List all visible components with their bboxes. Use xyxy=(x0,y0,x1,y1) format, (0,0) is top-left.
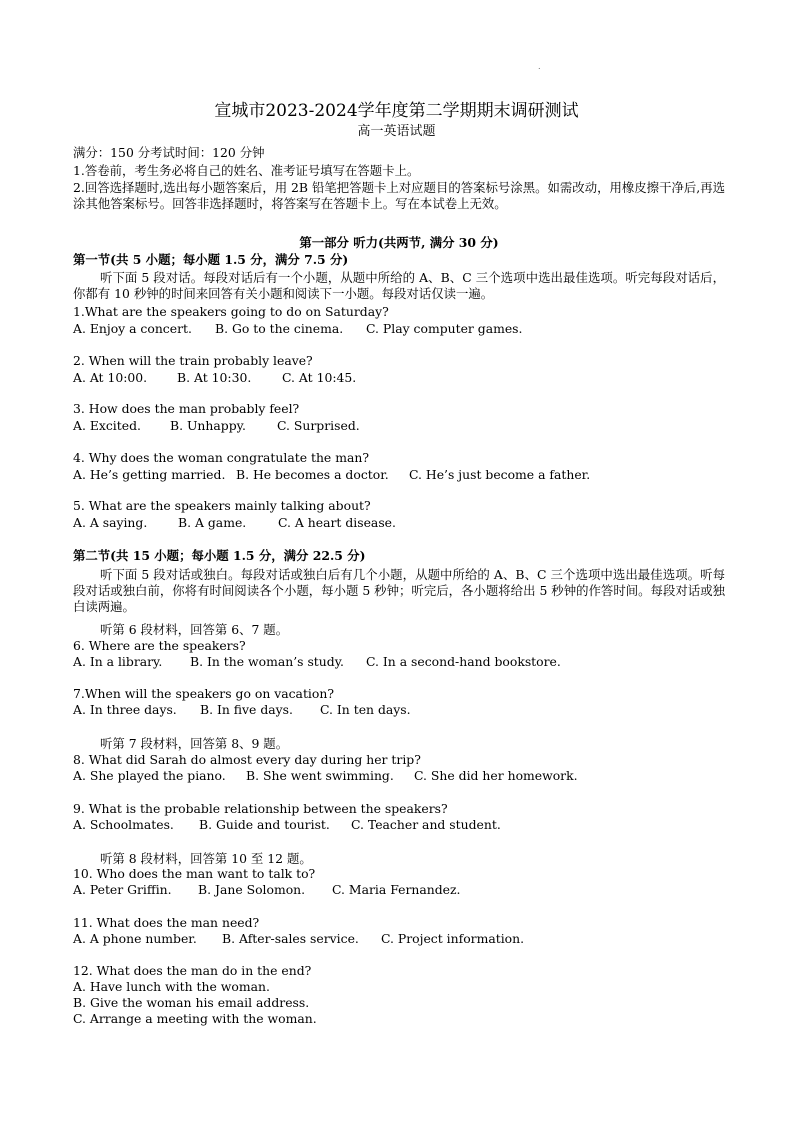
material-note-8: 听第 8 段材料，回答第 10 至 12 题。 xyxy=(100,851,312,866)
options-11 xyxy=(73,931,725,947)
score-time: 满分：150 分考试时间：120 分钟 xyxy=(73,145,265,160)
option-5a: A. A saying. xyxy=(73,515,148,530)
option-1a: A. Enjoy a concert. xyxy=(73,321,192,336)
page-subtitle: 高一英语试题 xyxy=(357,124,436,139)
options-6 xyxy=(73,654,725,670)
option-2a: A. At 10:00. xyxy=(73,370,148,385)
option-10a: A. Peter Griffin. xyxy=(73,882,172,897)
section1-directions: 听下面 5 段对话。每段对话后有一个小题，从题中所给的 A、B、C 三个选项中选出最佳选项。听完每段对话后，你都有 10 秒钟的时间来回答有关小题和阅读下一小题。每段对话仅读一遍。 xyxy=(73,270,725,301)
rule-1: 1.答卷前，考生务必将自己的姓名、准考证号填写在答题卡上。 xyxy=(73,163,420,178)
option-7b: B. In five days. xyxy=(200,702,293,717)
options-2 xyxy=(73,370,725,386)
question-8: 8. What did Sarah do almost every day during her trip? xyxy=(73,752,421,767)
options-10 xyxy=(73,882,725,898)
options-5 xyxy=(73,515,725,531)
option-8c: C. She did her homework. xyxy=(414,768,578,783)
option-1c: C. Play computer games. xyxy=(366,321,523,336)
options-9 xyxy=(73,817,725,833)
options-3 xyxy=(73,418,725,434)
option-7a: A. In three days. xyxy=(73,702,177,717)
option-4a: A. He’s getting married. xyxy=(73,467,226,482)
option-10b: B. Jane Solomon. xyxy=(198,882,306,897)
question-1: 1.What are the speakers going to do on Saturday? xyxy=(73,304,389,319)
material-note-6: 听第 6 段材料，回答第 6、7 题。 xyxy=(100,622,289,637)
question-11: 11. What does the man need? xyxy=(73,915,260,930)
question-3: 3. How does the man probably feel? xyxy=(73,401,300,416)
option-12c: C. Arrange a meeting with the woman. xyxy=(73,1011,317,1026)
dot-mark: . xyxy=(538,62,541,71)
option-9c: C. Teacher and student. xyxy=(351,817,501,832)
option-3b: B. Unhappy. xyxy=(170,418,246,433)
option-11a: A. A phone number. xyxy=(73,931,197,946)
option-5c: C. A heart disease. xyxy=(278,515,396,530)
option-5b: B. A game. xyxy=(178,515,247,530)
option-12b: B. Give the woman his email address. xyxy=(73,995,310,1010)
option-11c: C. Project information. xyxy=(381,931,525,946)
question-10: 10. Who does the man want to talk to? xyxy=(73,866,316,881)
question-12: 12. What does the man do in the end? xyxy=(73,963,312,978)
option-8a: A. She played the piano. xyxy=(73,768,226,783)
page-title: 宣城市2023-2024学年度第二学期期末调研测试 xyxy=(214,101,579,121)
options-1 xyxy=(73,321,725,337)
option-1b: B. Go to the cinema. xyxy=(215,321,344,336)
option-7c: C. In ten days. xyxy=(320,702,411,717)
question-4: 4. Why does the woman congratulate the man? xyxy=(73,450,369,465)
option-6a: A. In a library. xyxy=(73,654,163,669)
option-3a: A. Excited. xyxy=(73,418,141,433)
part1-heading: 第一部分 听力(共两节, 满分 30 分) xyxy=(299,235,499,250)
section2-directions: 听下面 5 段对话或独白。每段对话或独白后有几个小题，从题中所给的 A、B、C 三个选项中选出最佳选项。听每段对话或独白前，你将有时间阅读各个小题，每小题 5 秒钟；听完后，各小题将给出 5 秒钟的作答时间。每段对话或独白读两遍。 xyxy=(73,567,725,614)
options-7 xyxy=(73,702,725,718)
question-2: 2. When will the train probably leave? xyxy=(73,353,313,368)
section2-heading: 第二节(共 15 小题；每小题 1.5 分，满分 22.5 分) xyxy=(73,548,366,563)
option-11b: B. After-sales service. xyxy=(222,931,359,946)
rule-2: 2.回答选择题时,选出每小题答案后，用 2B 铅笔把答题卡上对应题目的答案标号涂黑。如需改动，用橡皮擦干净后,再选涂其他答案标号。回答非选择题时，将答案写在答题卡上。写在本试卷上无效。 xyxy=(73,180,725,211)
question-5: 5. What are the speakers mainly talking about? xyxy=(73,498,371,513)
option-10c: C. Maria Fernandez. xyxy=(332,882,461,897)
material-note-7: 听第 7 段材料，回答第 8、9 题。 xyxy=(100,736,289,751)
option-2b: B. At 10:30. xyxy=(177,370,252,385)
option-12a: A. Have lunch with the woman. xyxy=(73,979,270,994)
option-6b: B. In the woman’s study. xyxy=(190,654,344,669)
options-8 xyxy=(73,768,725,784)
option-9b: B. Guide and tourist. xyxy=(199,817,330,832)
section1-heading: 第一节(共 5 小题；每小题 1.5 分，满分 7.5 分) xyxy=(73,252,349,267)
question-9: 9. What is the probable relationship between the speakers? xyxy=(73,801,448,816)
question-7: 7.When will the speakers go on vacation? xyxy=(73,686,334,701)
option-9a: A. Schoolmates. xyxy=(73,817,174,832)
option-4b: B. He becomes a doctor. xyxy=(236,467,389,482)
option-3c: C. Surprised. xyxy=(277,418,360,433)
option-8b: B. She went swimming. xyxy=(246,768,394,783)
option-4c: C. He’s just become a father. xyxy=(409,467,591,482)
options-4 xyxy=(73,467,725,483)
option-6c: C. In a second-hand bookstore. xyxy=(366,654,561,669)
option-2c: C. At 10:45. xyxy=(282,370,357,385)
question-6: 6. Where are the speakers? xyxy=(73,638,246,653)
